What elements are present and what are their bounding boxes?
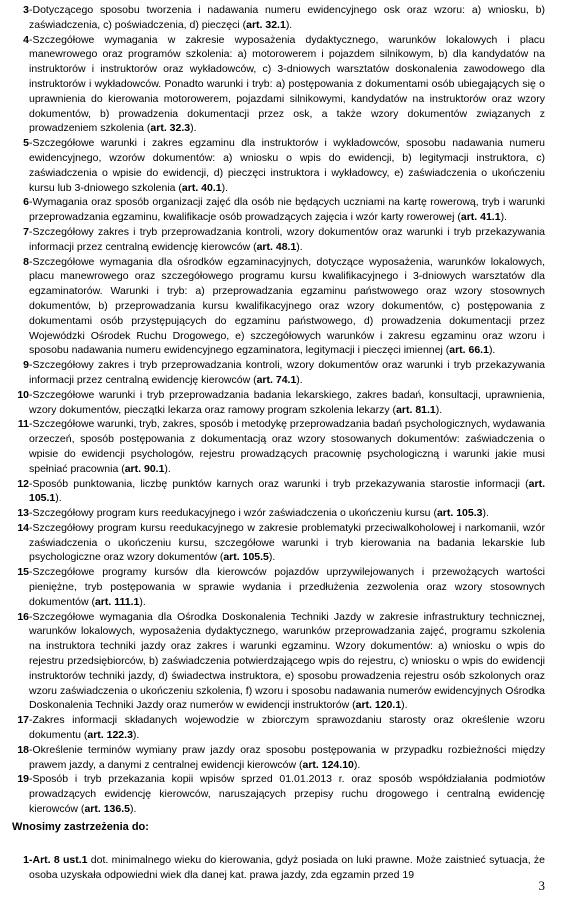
item-article-ref: art. 136.5 xyxy=(84,803,130,816)
item-text: -Dotyczącego sposobu tworzenia i nadawania numeru ewidencyjnego osk oraz wzoru: a) wniosku, b) zaświadczenia, c) poświadczenia, d) pieczęci ( xyxy=(29,4,545,31)
item-article-ref: art. 41.1 xyxy=(460,211,501,224)
item-text: dot. minimalnego wieku do kierowania, gdyż posiada on luki prawne. Może zaistnieć sytuacja, że osoba uzyskała odpowiedni wiek dla danej kat. prawa jazdy, zda egzamin przed 19 xyxy=(29,854,545,881)
page-number: 3 xyxy=(538,878,545,893)
item-number: 3 xyxy=(23,4,29,16)
item-number: 19 xyxy=(17,773,29,786)
item-text: -Sposób punktowania, liczbę punktów karnych oraz warunki i tryb przekazywania starostie informacji ( xyxy=(29,477,529,490)
item-article-ref: -Art. 8 ust.1 xyxy=(29,854,88,866)
item-number: 15 xyxy=(17,566,29,579)
item-number: 18 xyxy=(17,743,29,756)
item-article-ref: art. 40.1 xyxy=(181,181,222,194)
item-number: 4 xyxy=(23,33,29,46)
item-number: 8 xyxy=(23,255,29,268)
list-item: 18 -Określenie terminów wymiany praw jazdy oraz sposobu postępowania w przypadku rozbieżności między prawem jazdy, a danymi z centralnej ewidencji kierowców (art. 124.10). xyxy=(0,743,565,773)
item-number: 1 xyxy=(23,854,29,866)
list-item: 13 -Szczegółowy program kurs reedukacyjnego i wzór zaświadczenia o ukończeniu kursu (art. 105.3). xyxy=(0,506,565,521)
item-number: 7 xyxy=(23,225,29,238)
item-article-ref: art. 32.1 xyxy=(246,18,286,31)
list-item: 16 -Szczegółowe wymagania dla Ośrodka Doskonalenia Techniki Jazdy w zakresie infrastruktury technicznej, warunków lokalowych, wyposażenia dydaktycznego, warunków przeprowadzania zajęć, programu szkolenia na instruktora techniki jazdy oraz zakres i warunki egzaminu. Wzory dokumentów: a) wniosku o wpis do rejestru przedsiębiorców, b) zaświadczenia potwierdzającego wpis do rejestru, c) wniosku o wpis do ewidencji instruktorów techniki jazdy, d) świadectwa instruktora, e) sposobu prowadzenia rejestru osób szkolonych oraz wzoru zaświadczenia o ukończeniu szkolenia, f) wzoru i sposobu nadawania numerów ewidencyjnych Ośrodka Doskonalenia Techniki Jazdy oraz numerów w ewidencji instruktorów (art. 120.1). xyxy=(0,610,565,714)
item-text: -Szczegółowe warunki, tryb, zakres, sposób i metodykę przeprowadzania badań psychologicznych, wydawania orzeczeń, sposób postępowania z dokumentacją oraz wzory stosowanych dokumentów: zaświadczenia o wpisie do ewidencji psychologów, rejestru prowadzących pracownię psychologiczną i warunki jakie musi spełniać pracownia ( xyxy=(29,418,545,475)
item-text: -Szczegółowe warunki i tryb przeprowadzania badania lekarskiego, zakres badań, konsultacji, uprawnienia, wzory dokumentów, pieczątki lekarza oraz ramowy program szkolenia lekarzy ( xyxy=(29,388,545,416)
item-text: -Określenie terminów wymiany praw jazdy oraz sposobu postępowania w przypadku rozbieżności między prawem jazdy, a danymi z centralnej ewidencji kierowców ( xyxy=(29,743,545,771)
item-number: 11 xyxy=(17,418,29,431)
item-number: 12 xyxy=(17,477,29,490)
list-item: 14 -Szczegółowy program kursu reedukacyjnego w zakresie problematyki przeciwalkoholowej i narkomanii, wzór zaświadczenia o ukończeniu kursu, szczegółowe warunki i tryb kierowania na badania lekarskie lub psychologiczne oraz wzory dokumentów (art. 105.5). xyxy=(0,521,565,565)
list-item: 10 -Szczegółowe warunki i tryb przeprowadzania badania lekarskiego, zakres badań, konsultacji, uprawnienia, wzory dokumentów, pieczątki lekarza oraz ramowy program szkolenia lekarzy (art. 81.1). xyxy=(0,388,565,418)
list-item: 15 -Szczegółowe programy kursów dla kierowców pojazdów uprzywilejowanych i przewożących wartości pieniężne, tryb postępowania w sprawie wydania i przedłużenia zezwolenia oraz wzory stosownych dokumentów (art. 111.1). xyxy=(0,565,565,609)
list-item xyxy=(0,853,565,883)
item-number: 10 xyxy=(17,388,29,401)
list-item: 8 -Szczegółowe wymagania dla ośrodków egzaminacyjnych, dotyczące wyposażenia, warunków lokalowych, placu manewrowego oraz szczegółowego programu kursu kwalifikacyjnego i 3-dniowych warsztatów dla egzaminatorów. Warunki i tryb: a) przeprowadzania egzaminu państwowego oraz wzory stosownych dokumentów, b) przeprowadzania kursu kwalifikacyjnego oraz wzory dokumentów, c) postępowania z dokumentami osób przystępujących do egzaminu państwowego, d) prowadzenia dokumentacji przez Wojewódzki Ośrodek Ruchu Drogowego, e) szczegółowych warunków i zakresu egzaminu oraz wzoru i sposobu nadawania numeru ewidencyjnego egzaminatora, legitymacji i pieczęci imiennej (art. 66.1). xyxy=(0,255,565,359)
list-item: 19 -Sposób i tryb przekazania kopii wpisów sprzed 01.01.2013 r. oraz sposób współdziałania podmiotów prowadzących ewidencję kierowców, naruszających przepisy ruchu drogowego i centralną ewidencję kierowców (art. 136.5). xyxy=(0,772,565,816)
item-text: -Szczegółowe warunki i zakres egzaminu dla instruktorów i wykładowców, sposobu nadawania numeru ewidencyjnego, wzorów dokumentów: a) wniosku o wpis do ewidencji, b) legitymacji instruktora, c) zaświadczenia o wpisie do ewidencji, d) pieczęci instruktora i wykładowcy, e) zaświadczenia o ukończeniu kursu lub 3-dniowego szkolenia ( xyxy=(29,137,545,194)
item-article-ref: art. 124.10 xyxy=(302,758,354,771)
item-text: -Szczegółowe programy kursów dla kierowców pojazdów uprzywilejowanych i przewożących wartości pieniężne, tryb postępowania w sprawie wydania i przedłużenia zezwolenia oraz wzory stosownych dokumentów ( xyxy=(29,566,545,608)
item-article-ref: art. 48.1 xyxy=(256,240,297,253)
list-item: 12 -Sposób punktowania, liczbę punktów karnych oraz warunki i tryb przekazywania starostie informacji (art. 105.1). xyxy=(0,477,565,507)
item-article-ref: art. 32.3 xyxy=(150,122,191,135)
item-article-ref: art. 66.1 xyxy=(449,344,489,357)
section-heading: Wnosimy zastrzeżenia do: xyxy=(12,821,149,833)
item-article-ref: art. 120.1 xyxy=(355,699,402,712)
item-number: 9 xyxy=(23,359,29,372)
list-item: 11 -Szczegółowe warunki, tryb, zakres, sposób i metodykę przeprowadzania badań psychologicznych, wydawania orzeczeń, sposób postępowania z dokumentacją oraz wzory stosowanych dokumentów: zaświadczenia o wpisie do ewidencji psychologów, rejestru prowadzących pracownię psychologiczną i warunki jakie musi spełniać pracownia (art. 90.1). xyxy=(0,417,565,476)
list-item: 6 -Wymagania oraz sposób organizacji zajęć dla osób nie będących uczniami na kartę rowerową, tryb i warunki przeprowadzania egzaminu, kwalifikacje osób prowadzących zajęcia i wzór karty rowerowej (art. 41.1). xyxy=(0,195,565,225)
item-article-ref: art. 111.1 xyxy=(94,595,140,608)
item-number: 13 xyxy=(17,507,29,520)
item-article-ref: art. 74.1 xyxy=(256,373,297,386)
list-item: 9 -Szczegółowy zakres i tryb przeprowadzania kontroli, wzory dokumentów oraz warunki i tryb przekazywania informacji przez centralną ewidencję kierowców (art. 74.1). xyxy=(0,358,565,388)
item-text: -Zakres informacji składanych wojewodzie w zbiorczym sprawozdaniu starosty oraz określenie wzoru dokumentu ( xyxy=(29,714,545,742)
item-number: 17 xyxy=(17,714,29,727)
item-article-ref: art. 122.3 xyxy=(87,729,133,742)
item-article-ref: art. 105.5 xyxy=(223,551,269,564)
item-text: -Szczegółowy zakres i tryb przeprowadzania kontroli, wzory dokumentów oraz warunki i tryb przekazywania informacji przez centralną ewidencję kierowców ( xyxy=(29,225,545,253)
reservations-list xyxy=(0,853,565,883)
item-article-ref: art. 81.1 xyxy=(396,403,436,416)
item-text: -Wymagania oraz sposób organizacji zajęć dla osób nie będących uczniami na kartę rowerową, tryb i warunki przeprowadzania egzaminu, kwalifikacje osób prowadzących zajęcia i wzór karty rowerowej ( xyxy=(29,196,545,224)
item-text: -Sposób i tryb przekazania kopii wpisów sprzed 01.01.2013 r. oraz sposób współdziałania podmiotów prowadzących ewidencję kierowców, naruszających przepisy ruchu drogowego i centralną ewidencję kierowców ( xyxy=(29,773,545,816)
item-number: 5 xyxy=(23,137,29,150)
list-item: 7 -Szczegółowy zakres i tryb przeprowadzania kontroli, wzory dokumentów oraz warunki i tryb przekazywania informacji przez centralną ewidencję kierowców (art. 48.1). xyxy=(0,225,565,255)
item-number: 14 xyxy=(17,521,29,534)
list-item: 5 -Szczegółowe warunki i zakres egzaminu dla instruktorów i wykładowców, sposobu nadawania numeru ewidencyjnego, wzorów dokumentów: a) wniosku o wpis do ewidencji, b) legitymacji instruktora, c) zaświadczenia o wpisie do ewidencji, d) pieczęci instruktora i wykładowcy, e) zaświadczenia o ukończeniu kursu lub 3-dniowego szkolenia (art. 40.1). xyxy=(0,136,565,195)
item-number: 6 xyxy=(23,196,29,209)
list-item: 4 -Szczegółowe wymagania w zakresie wyposażenia dydaktycznego, warunków lokalowych i placu manewrowego oraz programów szkolenia: a) motorowerem i pojazdem silnikowym, b) dla kandydatów na instruktorów i instruktorów oraz wykładowców, c) 3-dniowych warsztatów doskonalenia zawodowego dla instruktorów i wykładowców. Ponadto warunki i tryb: a) postępowania z dokumentami osób ubiegających się o uprawnienia do kierowania motorowerem, pojazdami silnikowymi, kandydatów na instruktorów oraz wzory dokumentów, b) prowadzenia dokumentacji przez osk, a także wzory dokumentów związanych z prowadzeniem szkolenia (art. 32.3). xyxy=(0,33,565,137)
item-text: -Szczegółowy program kurs reedukacyjnego i wzór zaświadczenia o ukończeniu kursu ( xyxy=(29,507,437,520)
list-item: 17 -Zakres informacji składanych wojewodzie w zbiorczym sprawozdaniu starosty oraz określenie wzoru dokumentu (art. 122.3). xyxy=(0,713,565,743)
item-article-ref: art. 105.3 xyxy=(436,507,483,520)
item-number: 16 xyxy=(17,610,29,623)
item-text: -Szczegółowy program kursu reedukacyjnego w zakresie problematyki przeciwalkoholowej i narkomanii, wzór zaświadczenia o ukończeniu kursu, szczegółowe warunki i tryb kierowania na badania lekarskie lub psychologiczne oraz wzory dokumentów ( xyxy=(29,521,545,564)
item-text: -Szczegółowe wymagania w zakresie wyposażenia dydaktycznego, warunków lokalowych i placu manewrowego oraz programów szkolenia: a) motorowerem i pojazdem silnikowym, b) dla kandydatów na instruktorów i instruktorów oraz wykładowców, c) 3-dniowych warsztatów doskonalenia zawodowego dla instruktorów i wykładowców. Ponadto warunki i tryb: a) postępowania z dokumentami osób ubiegających się o uprawnienia do kierowania motorowerem, pojazdami silnikowymi, kandydatów na instruktorów oraz wzory dokumentów, b) prowadzenia dokumentacji przez osk, a także wzory dokumentów związanych z prowadzeniem szkolenia ( xyxy=(29,33,545,135)
item-article-ref: art. 90.1 xyxy=(124,462,165,475)
item-article-ref: art. 105.1 xyxy=(29,477,545,505)
item-text: -Szczegółowy zakres i tryb przeprowadzania kontroli, wzory dokumentów oraz warunki i tryb przekazywania informacji przez centralną ewidencję kierowców ( xyxy=(29,359,545,386)
item-text: -Szczegółowe wymagania dla Ośrodka Doskonalenia Techniki Jazdy w zakresie infrastruktury technicznej, warunków lokalowych, wyposażenia dydaktycznego, warunków przeprowadzania zajęć, programu szkolenia na instruktora techniki jazdy oraz zakres i warunki egzaminu. Wzory dokumentów: a) wniosku o wpis do rejestru przedsiębiorców, b) zaświadczenia potwierdzającego wpis do rejestru, c) wniosku o wpis do ewidencji instruktorów techniki jazdy, d) świadectwa instruktora, e) sposobu prowadzenia rejestru osób szkolonych oraz wzoru zaświadczenia o ukończeniu szkolenia, f) wzoru i sposobu nadawania numerów ewidencyjnych Ośrodka Doskonalenia Techniki Jazdy oraz numerów w ewidencji instruktorów ( xyxy=(29,610,545,712)
list-item: 3 -Dotyczącego sposobu tworzenia i nadawania numeru ewidencyjnego osk oraz wzoru: a) wniosku, b) zaświadczenia, c) poświadczenia, d) pieczęci (art. 32.1). xyxy=(0,3,565,33)
item-text: -Szczegółowe wymagania dla ośrodków egzaminacyjnych, dotyczące wyposażenia, warunków lokalowych, placu manewrowego oraz szczegółowego programu kursu kwalifikacyjnego i 3-dniowych warsztatów dla egzaminatorów. Warunki i tryb: a) przeprowadzania egzaminu państwowego oraz wzory stosownych dokumentów, b) przeprowadzania kursu kwalifikacyjnego oraz wzory dokumentów, c) postępowania z dokumentami osób przystępujących do egzaminu państwowego, d) prowadzenia dokumentacji przez Wojewódzki Ośrodek Ruchu Drogowego, e) szczegółowych warunków i zakresu egzaminu oraz wzoru i sposobu nadawania numeru ewidencyjnego egzaminatora, legitymacji i pieczęci imiennej ( xyxy=(29,255,545,357)
